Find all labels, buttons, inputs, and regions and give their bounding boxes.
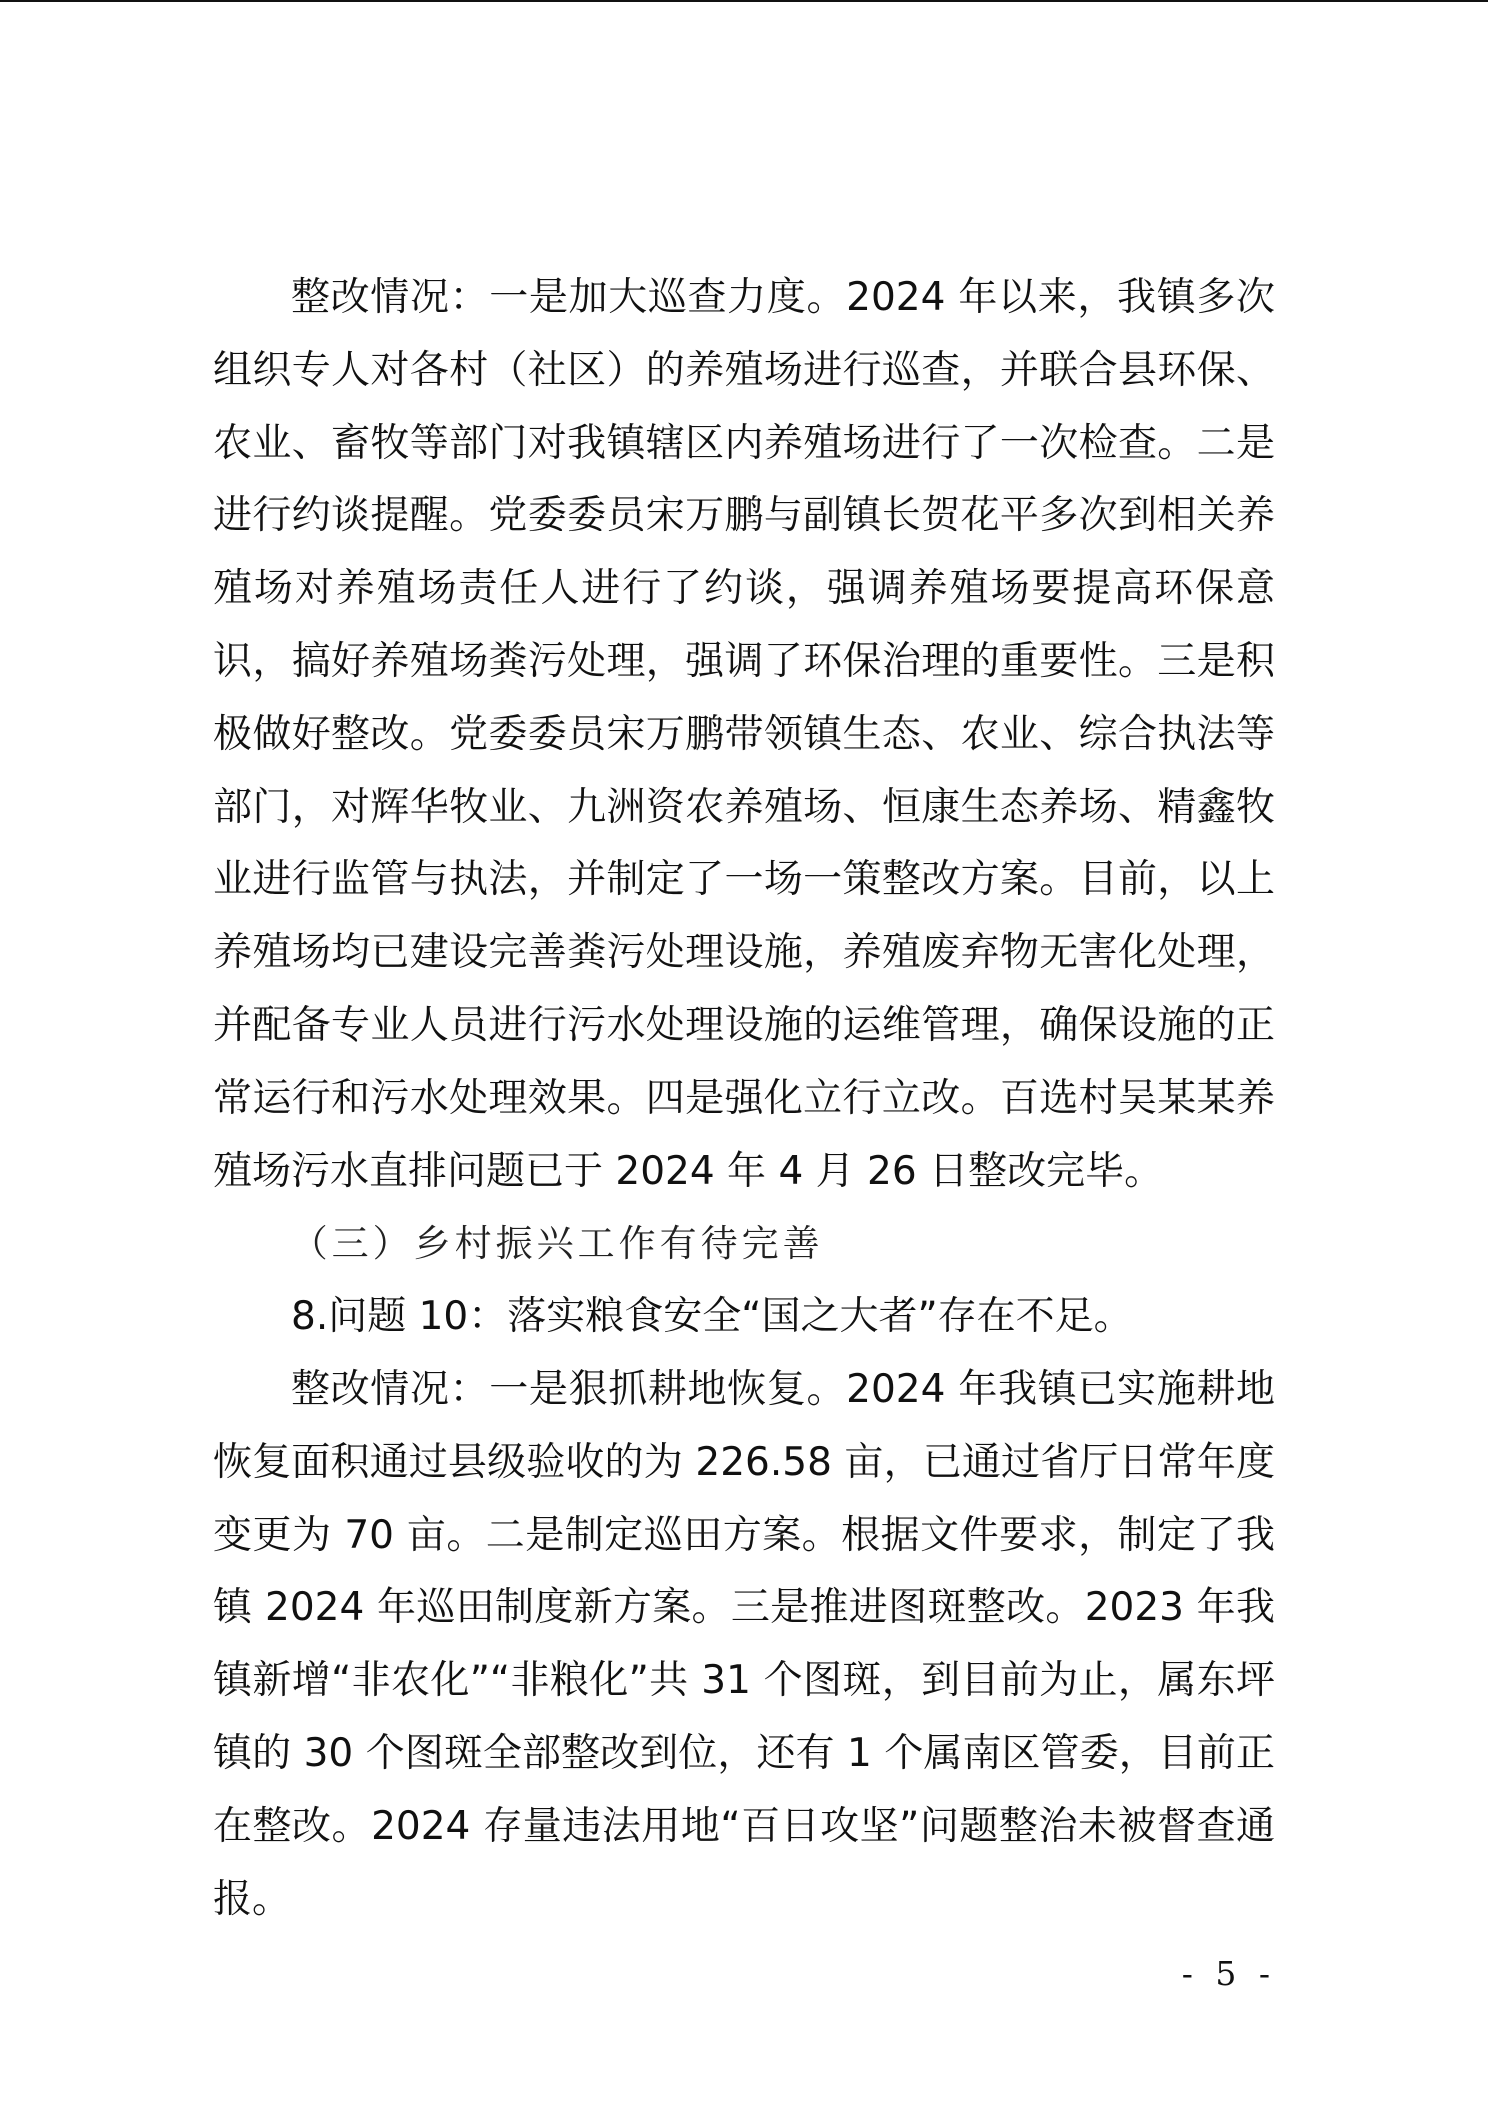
paragraph-problem-10: 8.问题 10：落实粮食安全“国之大者”存在不足。 — [291, 1294, 1133, 1340]
document-body — [213, 262, 1275, 1936]
paragraph-rectification-livestock: 整改情况：一是加大巡查力度。2024 年以来，我镇多次组织专人对各村（社区）的养殖场进行巡查，并联合县环保、农业、畜牧等部门对我镇辖区内养殖场进行了一次检查。二是进行约谈提醒。党委委员宋万鹏与副镇长贺花平多次到相关养殖场对养殖场责任人进行了约谈，强调养殖场要提高环保意识，搞好养殖场粪污处理，强调了环保治理的重要性。三是积极做好整改。党委委员宋万鹏带领镇生态、农业、综合执法等部门，对辉华牧业、九洲资农养殖场、恒康生态养场、精鑫牧业进行监管与执法，并制定了一场一策整改方案。目前，以上养殖场均已建设完善粪污处理设施，养殖废弃物无害化处理，并配备专业人员进行污水处理设施的运维管理，确保设施的正常运行和污水处理效果。四是强化立行立改。百选村吴某某养殖场污水直排问题已于 2024 年 4 月 26 日整改完毕。 — [213, 275, 1275, 1194]
section-heading-rural-revitalization: （三）乡村振兴工作有待完善 — [290, 1222, 824, 1266]
paragraph-rectification-farmland: 整改情况：一是狠抓耕地恢复。2024 年我镇已实施耕地恢复面积通过县级验收的为 226.58 亩，已通过省厅日常年度变更为 70 亩。二是制定巡田方案。根据文件要求，制定了我镇 2024 年巡田制度新方案。三是推进图斑整改。2023 年我镇新增“非农化”“非粮化”共 31 个图斑，到目前为止，属东坪镇的 30 个图斑全部整改到位，还有 1 个属南区管委，目前正在整改。2024 存量违法用地“百日攻坚”问题整治未被督查通报。 — [213, 1366, 1275, 1922]
page-number: - 5 - — [1181, 1954, 1276, 1993]
